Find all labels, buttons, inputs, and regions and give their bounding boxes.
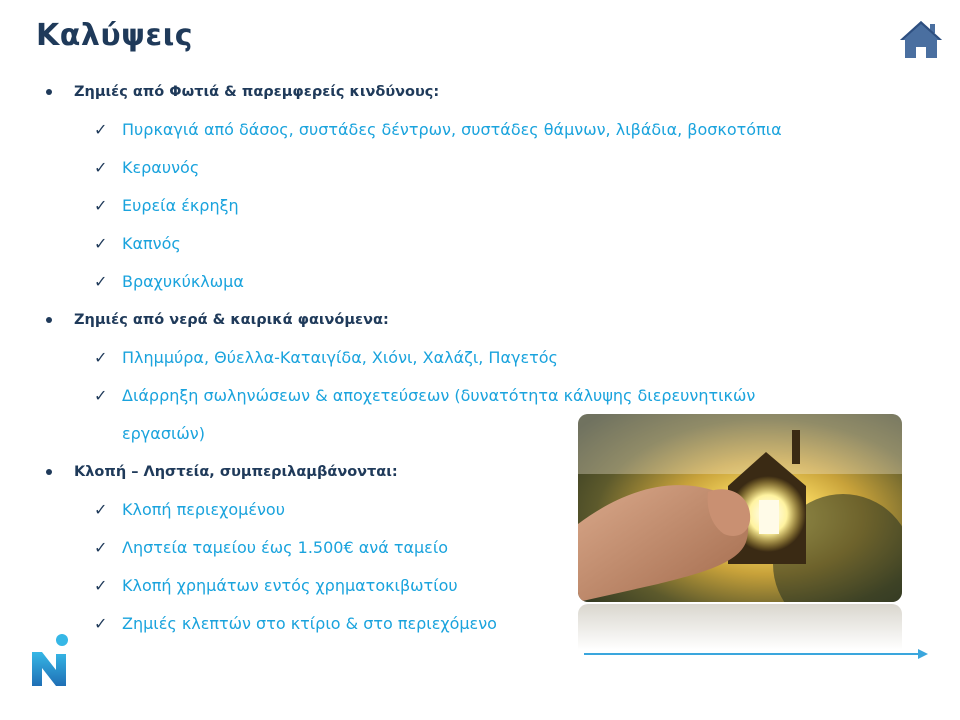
- checkmark-icon: ✓: [94, 576, 108, 595]
- photo-reflection: [578, 604, 902, 650]
- page-title: Καλύψεις: [36, 18, 194, 53]
- checkmark-icon: ✓: [94, 614, 108, 633]
- checkmark-icon: ✓: [94, 196, 108, 215]
- list-item: ✓ Καπνός: [44, 225, 864, 263]
- section-heading: Ζημιές από νερά & καιρικά φαινόμενα:: [44, 301, 864, 339]
- list-item: ✓ Πυρκαγιά από δάσος, συστάδες δέντρων, συστάδες θάμνων, λιβάδια, βοσκοτόπια: [44, 111, 864, 149]
- checkmark-icon: ✓: [94, 538, 108, 557]
- list-item: ✓ Ληστεία ταμείου έως 1.500€ ανά ταμείο: [44, 529, 864, 567]
- checkmark-icon: ✓: [94, 348, 108, 367]
- checkmark-icon: ✓: [94, 386, 108, 405]
- list-item: ✓ Κεραυνός: [44, 149, 864, 187]
- bullet-icon: [46, 317, 52, 323]
- section-heading: Ζημιές από Φωτιά & παρεμφερείς κινδύνους:: [44, 73, 864, 111]
- list-item: ✓ Κλοπή περιεχομένου: [44, 491, 864, 529]
- section-heading: Κλοπή – Ληστεία, συμπεριλαμβάνονται:: [44, 453, 864, 491]
- list-item: ✓ Κλοπή χρημάτων εντός χρηματοκιβωτίου: [44, 567, 864, 605]
- checkmark-icon: ✓: [94, 120, 108, 139]
- checkmark-icon: ✓: [94, 158, 108, 177]
- list-item: ✓ Πλημμύρα, Θύελλα-Καταιγίδα, Χιόνι, Χαλάζι, Παγετός: [44, 339, 864, 377]
- checkmark-icon: ✓: [94, 234, 108, 253]
- arrow-line-icon: [584, 646, 930, 662]
- list-item: ✓ Βραχυκύκλωμα: [44, 263, 864, 301]
- bullet-icon: [46, 469, 52, 475]
- list-item: ✓ Διάρρηξη σωληνώσεων & αποχετεύσεων (δυνατότητα κάλυψης διερευνητικών εργασιών): [44, 377, 802, 453]
- home-icon[interactable]: [897, 18, 945, 62]
- list-item: ✓ Ευρεία έκρηξη: [44, 187, 864, 225]
- house-sunlight-photo: [578, 414, 902, 602]
- company-logo-icon: [28, 632, 74, 688]
- bullet-icon: [46, 89, 52, 95]
- checkmark-icon: ✓: [94, 272, 108, 291]
- list-item: ✓ Ζημιές κλεπτών στο κτίριο & στο περιεχόμενο: [44, 605, 864, 643]
- checkmark-icon: ✓: [94, 500, 108, 519]
